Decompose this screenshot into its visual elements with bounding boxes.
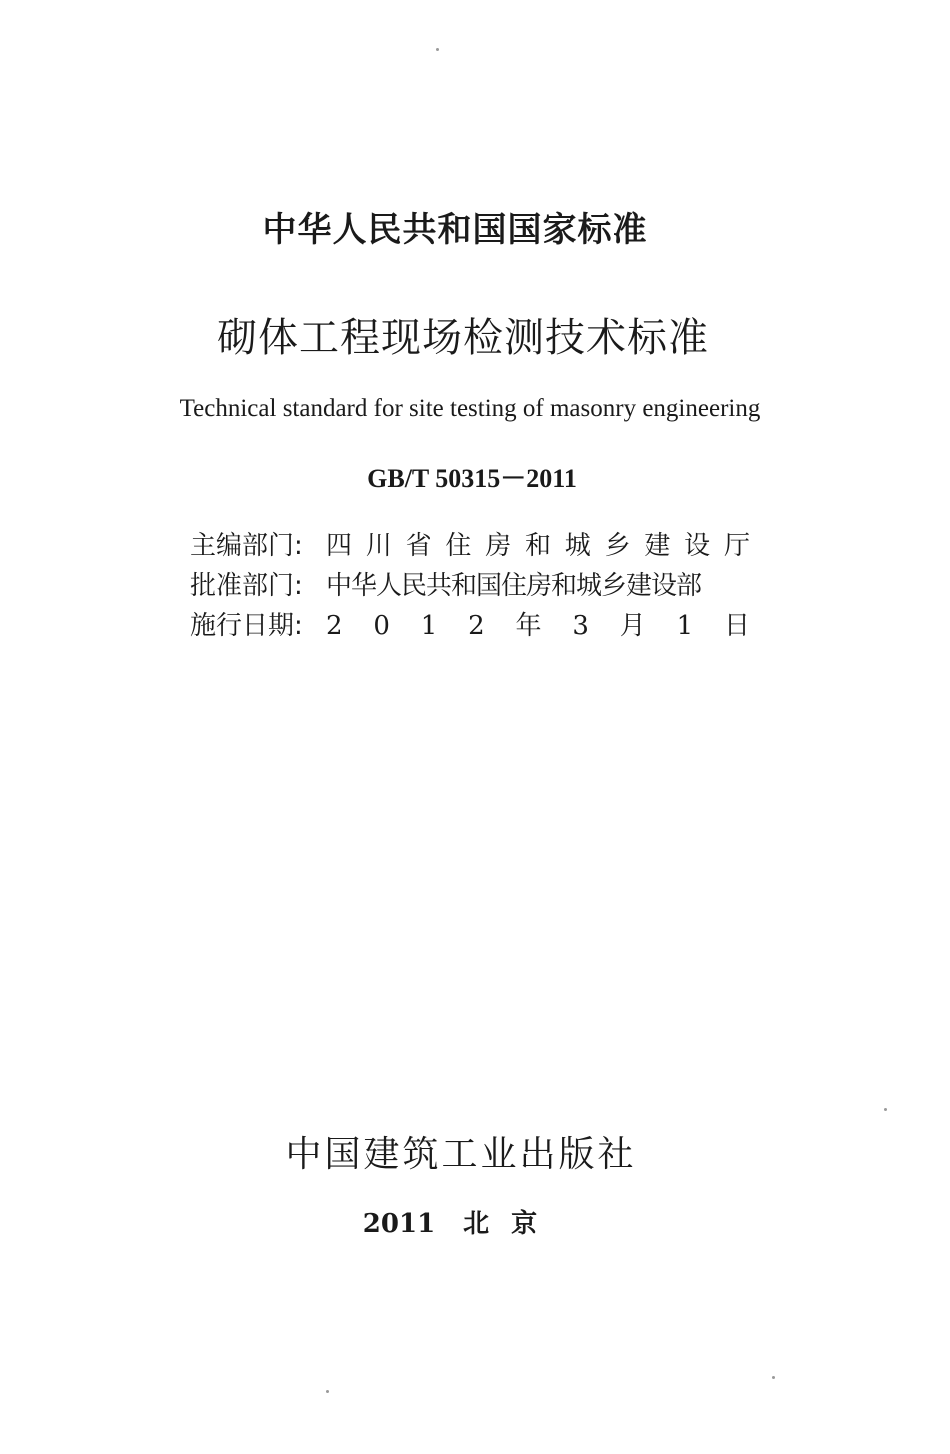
approving-department-label: 批准部门:: [190, 571, 303, 601]
effective-date-value: 2 0 1 2 年 3 月 1 日: [326, 611, 750, 641]
publication-city: 北京: [463, 1209, 560, 1239]
approving-department-row: [190, 568, 750, 604]
publication-year-place: [0, 1206, 922, 1242]
publication-year: 2011: [362, 1209, 436, 1239]
standard-title-chinese: 砌体工程现场检测技术标准: [217, 315, 709, 361]
approving-department-value: 中华人民共和国住房和城乡建设部: [326, 571, 702, 601]
scan-speck: [884, 1108, 887, 1111]
editor-department-row: [190, 528, 750, 564]
standard-code: GB/T 50315－2011: [367, 464, 577, 493]
scan-speck: [326, 1390, 329, 1393]
scan-speck: [436, 48, 439, 51]
editor-department-label: 主编部门:: [190, 531, 303, 561]
editor-department-value: 四 川 省 住 房 和 城 乡 建 设 厅: [326, 531, 750, 561]
publisher-name: 中国建筑工业出版社: [285, 1134, 637, 1175]
scan-speck: [772, 1376, 775, 1379]
national-standard-heading: 中华人民共和国国家标准: [262, 210, 648, 250]
effective-date-row: [190, 608, 750, 644]
effective-date-label: 施行日期:: [190, 611, 303, 641]
standard-title-english: Technical standard for site testing of masonry engineering: [179, 395, 761, 422]
